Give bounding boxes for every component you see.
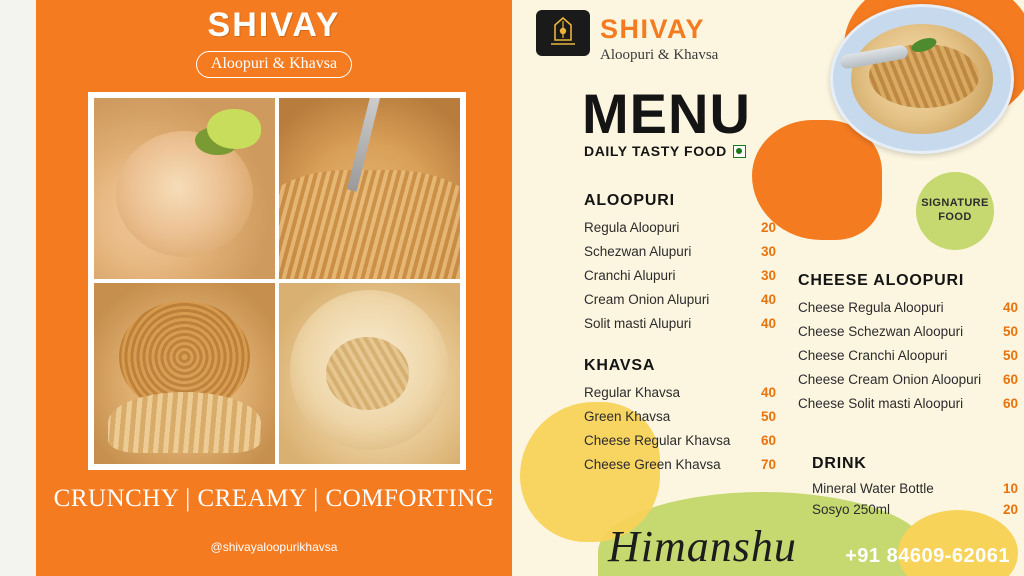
noodles-on-fork-photo (279, 98, 460, 279)
veg-symbol-icon (733, 145, 746, 158)
list-item (798, 396, 1018, 411)
item-name: Solit masti Alupuri (584, 316, 692, 331)
item-price: 20 (760, 220, 776, 235)
list-item (584, 385, 776, 400)
brand-tagline-left: Aloopuri & Khavsa (196, 51, 352, 78)
item-price: 50 (1002, 324, 1018, 339)
menu-column-right (798, 272, 1018, 420)
promo-tagline: CRUNCHY | CREAMY | COMFORTING (53, 485, 495, 512)
list-item (584, 316, 776, 331)
noodle-bowl-with-lemon-photo (94, 98, 275, 279)
list-item (798, 324, 1018, 339)
section-title-drink: DRINK (812, 455, 867, 472)
item-price: 50 (1002, 348, 1018, 363)
brand-name-right: SHIVAY (600, 14, 706, 44)
item-name: Cheese Cranchi Aloopuri (798, 348, 948, 363)
item-price: 20 (1002, 502, 1018, 517)
item-name: Green Khavsa (584, 409, 671, 424)
daily-text: DAILY TASTY FOOD (584, 143, 727, 159)
owner-signature: Himanshu (608, 522, 797, 571)
item-list-cheese-aloopuri (798, 300, 1018, 411)
item-price: 60 (1002, 372, 1018, 387)
item-name: Cheese Solit masti Aloopuri (798, 396, 964, 411)
item-name: Cranchi Alupuri (584, 268, 676, 283)
item-price: 40 (760, 292, 776, 307)
signature-food-badge (916, 172, 994, 250)
right-menu-panel (512, 0, 1024, 576)
list-item (584, 268, 776, 283)
item-name: Cheese Cream Onion Aloopuri (798, 372, 982, 387)
list-item (584, 433, 776, 448)
item-name: Cheese Regula Aloopuri (798, 300, 944, 315)
section-aloopuri (584, 192, 776, 331)
creamy-khavsa-bowl-photo (279, 283, 460, 464)
list-item (584, 244, 776, 259)
item-name: Cream Onion Alupuri (584, 292, 710, 307)
section-khavsa (584, 357, 776, 472)
item-list-khavsa (584, 385, 776, 472)
item-price: 70 (760, 457, 776, 472)
fried-onion-noodles-photo (94, 283, 275, 464)
shivay-logo-icon (536, 10, 590, 56)
signature-badge-line1: SIGNATURE (921, 197, 989, 210)
list-item (798, 348, 1018, 363)
section-title-cheese-aloopuri: CHEESE ALOOPURI (798, 272, 965, 289)
left-brand-block (36, 6, 512, 78)
item-price: 40 (760, 316, 776, 331)
item-price: 30 (760, 244, 776, 259)
item-price: 60 (1002, 396, 1018, 411)
list-item (584, 292, 776, 307)
section-cheese-aloopuri (798, 272, 1018, 411)
item-name: Cheese Green Khavsa (584, 457, 721, 472)
item-name: Sosyo 250ml (812, 502, 891, 517)
list-item (812, 502, 1018, 517)
list-item (584, 220, 776, 235)
list-item (584, 457, 776, 472)
section-drink (812, 455, 1018, 523)
item-name: Mineral Water Bottle (812, 481, 934, 496)
list-item (798, 372, 1018, 387)
item-list-drink (812, 481, 1018, 517)
item-list-aloopuri (584, 220, 776, 331)
item-price: 10 (1002, 481, 1018, 496)
item-name: Regula Aloopuri (584, 220, 680, 235)
list-item (584, 409, 776, 424)
item-name: Cheese Schezwan Aloopuri (798, 324, 964, 339)
photo-collage (94, 98, 460, 464)
brand-tagline-right: Aloopuri & Khavsa (600, 47, 719, 63)
section-title-aloopuri: ALOOPURI (584, 192, 675, 209)
menu-column-left (584, 192, 776, 481)
daily-tasty-food-label (584, 143, 746, 159)
photo-collage-frame (88, 92, 466, 470)
item-price: 40 (760, 385, 776, 400)
signature-dish-photo (830, 4, 1014, 154)
item-name: Regular Khavsa (584, 385, 681, 400)
section-title-khavsa: KHAVSA (584, 357, 656, 374)
social-handle: @shivayaloopurikhavsa (210, 540, 338, 554)
brand-name-left: SHIVAY (207, 6, 341, 44)
item-name: Cheese Regular Khavsa (584, 433, 731, 448)
list-item (812, 481, 1018, 496)
item-price: 30 (760, 268, 776, 283)
item-price: 50 (760, 409, 776, 424)
right-brand-block (600, 14, 718, 64)
menu-heading: MENU (582, 82, 751, 145)
list-item (798, 300, 1018, 315)
item-price: 40 (1002, 300, 1018, 315)
signature-badge-line2: FOOD (938, 211, 972, 223)
item-price: 60 (760, 433, 776, 448)
contact-phone: +91 84609-62061 (845, 545, 1010, 567)
item-name: Schezwan Alupuri (584, 244, 692, 259)
